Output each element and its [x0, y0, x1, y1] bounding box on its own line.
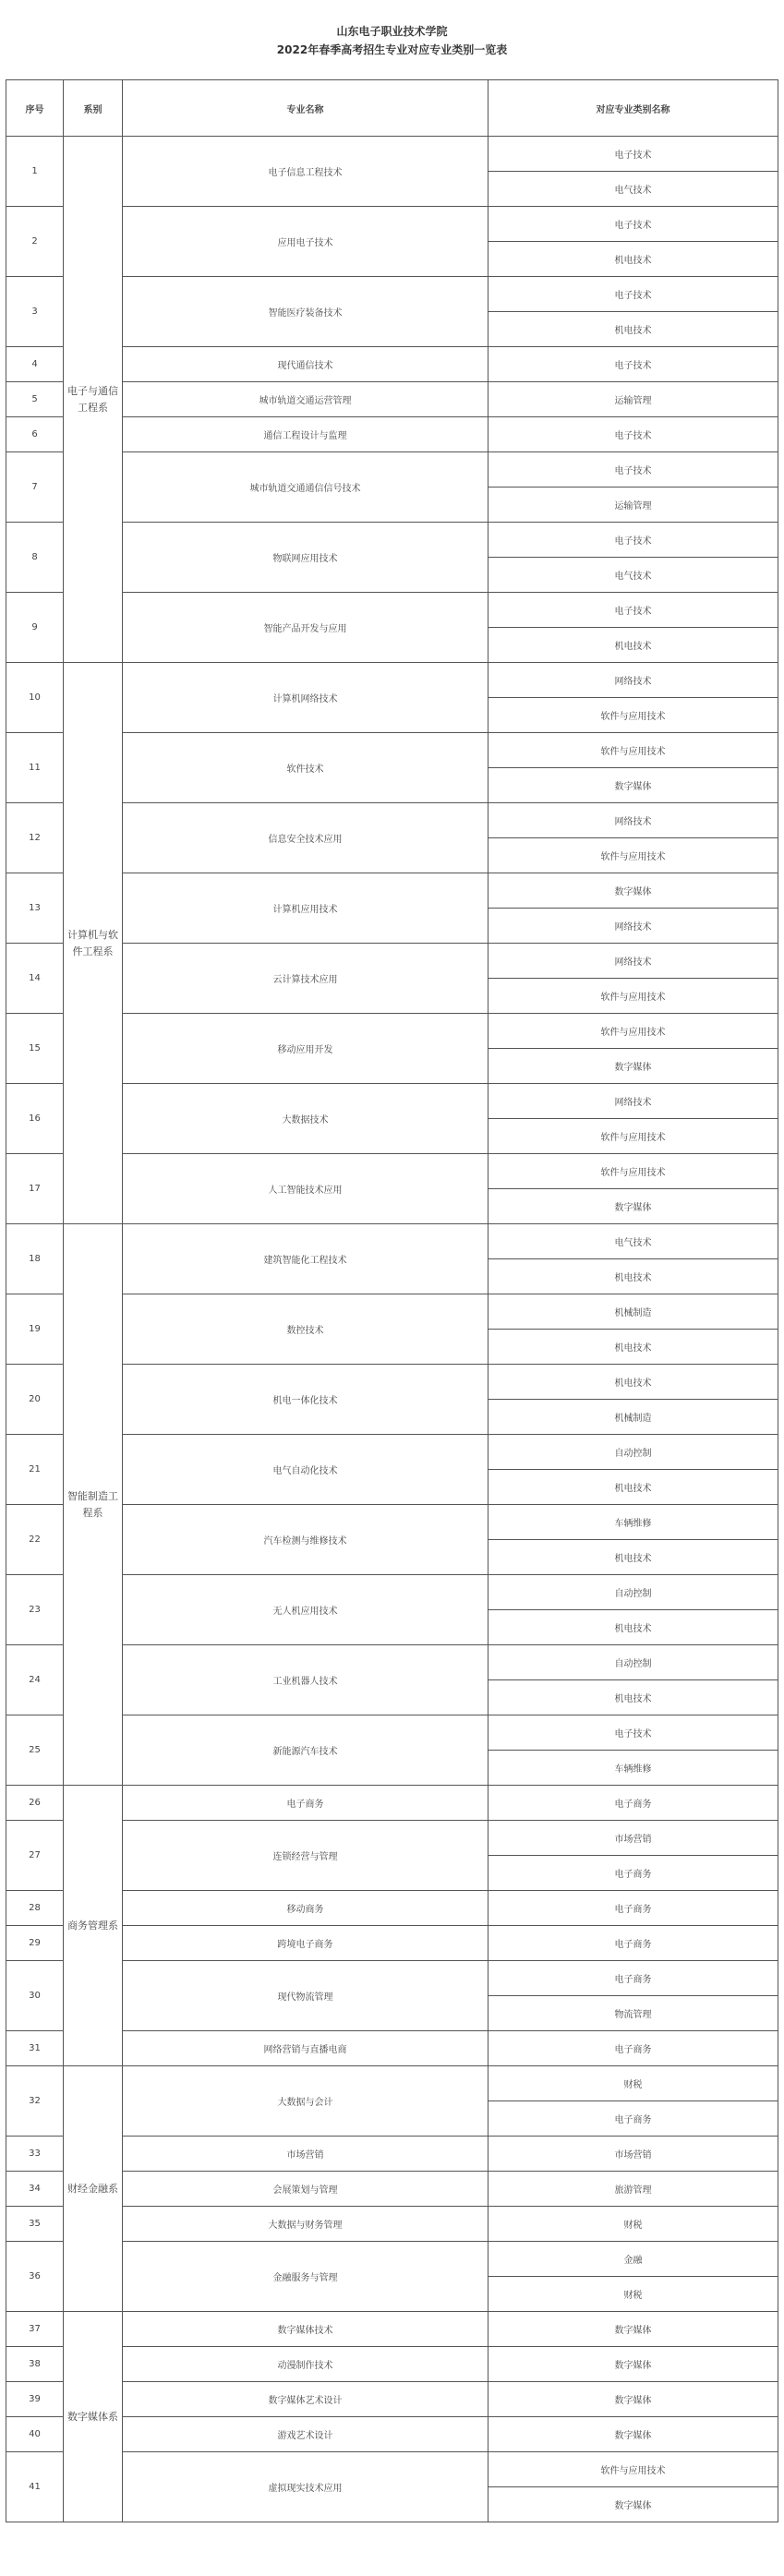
category-name: 数字媒体 — [488, 873, 778, 909]
row-number: 2 — [6, 207, 64, 277]
department-name-line: 数字媒体系 — [67, 2410, 118, 2423]
major-name: 大数据技术 — [123, 1084, 488, 1154]
category-name: 物流管理 — [488, 1996, 778, 2031]
department-name-line: 计算机与软 — [67, 928, 118, 941]
major-name: 应用电子技术 — [123, 207, 488, 277]
row-number: 5 — [6, 382, 64, 417]
major-name: 金融服务与管理 — [123, 2242, 488, 2312]
table-row — [6, 2207, 778, 2242]
major-name: 通信工程设计与监理 — [123, 417, 488, 452]
table-row — [6, 1715, 778, 1751]
header-category: 对应专业类别名称 — [488, 80, 778, 137]
department-name-line: 电子与通信 — [67, 384, 118, 397]
category-name: 电气技术 — [488, 172, 778, 207]
category-name: 软件与应用技术 — [488, 1119, 778, 1154]
row-number: 8 — [6, 523, 64, 593]
table-row — [6, 347, 778, 382]
major-name: 数字媒体技术 — [123, 2312, 488, 2347]
table-row — [6, 733, 778, 768]
table-row — [6, 1926, 778, 1961]
category-name: 数字媒体 — [488, 2312, 778, 2347]
major-name: 游戏艺术设计 — [123, 2417, 488, 2452]
category-name: 电气技术 — [488, 1224, 778, 1259]
row-number: 24 — [6, 1645, 64, 1715]
category-name: 网络技术 — [488, 803, 778, 838]
major-name: 建筑智能化工程技术 — [123, 1224, 488, 1294]
row-number: 34 — [6, 2172, 64, 2207]
department-cell — [64, 1786, 123, 2066]
row-number: 11 — [6, 733, 64, 803]
major-name: 动漫制作技术 — [123, 2347, 488, 2382]
table-row — [6, 452, 778, 488]
category-name: 机电技术 — [488, 1470, 778, 1505]
major-name: 现代物流管理 — [123, 1961, 488, 2031]
department-name-line: 商务管理系 — [67, 1919, 118, 1932]
major-name: 连锁经营与管理 — [123, 1821, 488, 1891]
table-row — [6, 663, 778, 698]
table-row — [6, 1645, 778, 1680]
table-row — [6, 1821, 778, 1856]
row-number: 3 — [6, 277, 64, 347]
major-name: 电子商务 — [123, 1786, 488, 1821]
major-name: 机电一体化技术 — [123, 1365, 488, 1435]
major-name: 数字媒体艺术设计 — [123, 2382, 488, 2417]
department-name-line: 财经金融系 — [67, 2182, 118, 2195]
category-name: 机电技术 — [488, 1330, 778, 1365]
major-name: 会展策划与管理 — [123, 2172, 488, 2207]
category-name: 电子技术 — [488, 347, 778, 382]
table-row — [6, 277, 778, 312]
table-row — [6, 1014, 778, 1049]
row-number: 38 — [6, 2347, 64, 2382]
category-name: 电子商务 — [488, 1786, 778, 1821]
category-name: 网络技术 — [488, 1084, 778, 1119]
row-number: 16 — [6, 1084, 64, 1154]
category-name: 数字媒体 — [488, 1189, 778, 1224]
row-number: 10 — [6, 663, 64, 733]
major-name: 软件技术 — [123, 733, 488, 803]
major-name: 电子信息工程技术 — [123, 137, 488, 207]
row-number: 31 — [6, 2031, 64, 2066]
major-name: 智能产品开发与应用 — [123, 593, 488, 663]
category-name: 电子商务 — [488, 1891, 778, 1926]
category-name: 软件与应用技术 — [488, 979, 778, 1014]
school-title: 山东电子职业技术学院 — [336, 25, 448, 38]
category-name: 机电技术 — [488, 1680, 778, 1715]
row-number: 27 — [6, 1821, 64, 1891]
table-row — [6, 944, 778, 979]
table-row — [6, 382, 778, 417]
category-name: 电子技术 — [488, 452, 778, 488]
row-number: 13 — [6, 873, 64, 944]
category-name: 车辆维修 — [488, 1505, 778, 1540]
row-number: 12 — [6, 803, 64, 873]
department-name-line: 件工程系 — [72, 945, 114, 957]
category-name: 机电技术 — [488, 628, 778, 663]
majors-table — [6, 79, 778, 2522]
category-name: 网络技术 — [488, 663, 778, 698]
department-name-line: 程系 — [82, 1506, 103, 1519]
major-name: 大数据与会计 — [123, 2066, 488, 2137]
category-name: 数字媒体 — [488, 1049, 778, 1084]
category-name: 机电技术 — [488, 1259, 778, 1294]
category-name: 市场营销 — [488, 1821, 778, 1856]
category-name: 数字媒体 — [488, 2347, 778, 2382]
category-name: 电子技术 — [488, 137, 778, 172]
table-row — [6, 523, 778, 558]
table-row — [6, 2137, 778, 2172]
category-name: 财税 — [488, 2277, 778, 2312]
major-name: 网络营销与直播电商 — [123, 2031, 488, 2066]
department-cell — [64, 2312, 123, 2522]
category-name: 软件与应用技术 — [488, 698, 778, 733]
table-row — [6, 2031, 778, 2066]
header-major: 专业名称 — [123, 80, 488, 137]
table-row — [6, 2382, 778, 2417]
table-row — [6, 2066, 778, 2101]
table-row — [6, 2452, 778, 2487]
category-name: 财税 — [488, 2066, 778, 2101]
table-row — [6, 2417, 778, 2452]
category-name: 机电技术 — [488, 312, 778, 347]
row-number: 18 — [6, 1224, 64, 1294]
category-name: 电子技术 — [488, 277, 778, 312]
category-name: 电子商务 — [488, 1926, 778, 1961]
table-row — [6, 2347, 778, 2382]
category-name: 软件与应用技术 — [488, 1014, 778, 1049]
category-name: 数字媒体 — [488, 768, 778, 803]
table-row — [6, 1961, 778, 1996]
header-department: 系别 — [64, 80, 123, 137]
major-name: 城市轨道交通运营管理 — [123, 382, 488, 417]
category-name: 电子商务 — [488, 2031, 778, 2066]
major-name: 现代通信技术 — [123, 347, 488, 382]
table-row — [6, 1435, 778, 1470]
category-name: 机械制造 — [488, 1400, 778, 1435]
category-name: 机电技术 — [488, 1365, 778, 1400]
department-cell — [64, 663, 123, 1224]
major-name: 汽车检测与维修技术 — [123, 1505, 488, 1575]
table-row — [6, 1294, 778, 1330]
row-number: 17 — [6, 1154, 64, 1224]
table-row — [6, 593, 778, 628]
row-number: 26 — [6, 1786, 64, 1821]
row-number: 41 — [6, 2452, 64, 2522]
major-name: 工业机器人技术 — [123, 1645, 488, 1715]
category-name: 网络技术 — [488, 909, 778, 944]
major-name: 虚拟现实技术应用 — [123, 2452, 488, 2522]
category-name: 市场营销 — [488, 2137, 778, 2172]
category-name: 自动控制 — [488, 1575, 778, 1610]
category-name: 软件与应用技术 — [488, 733, 778, 768]
table-row — [6, 803, 778, 838]
table-row — [6, 1786, 778, 1821]
major-name: 跨境电子商务 — [123, 1926, 488, 1961]
table-row — [6, 1575, 778, 1610]
row-number: 15 — [6, 1014, 64, 1084]
row-number: 1 — [6, 137, 64, 207]
table-row — [6, 1505, 778, 1540]
row-number: 30 — [6, 1961, 64, 2031]
category-name: 电子技术 — [488, 523, 778, 558]
department-cell — [64, 1224, 123, 1786]
department-name-line: 智能制造工 — [67, 1489, 118, 1502]
major-name: 数控技术 — [123, 1294, 488, 1365]
row-number: 9 — [6, 593, 64, 663]
row-number: 33 — [6, 2137, 64, 2172]
table-row — [6, 2312, 778, 2347]
category-name: 财税 — [488, 2207, 778, 2242]
major-name: 移动商务 — [123, 1891, 488, 1926]
table-row — [6, 2172, 778, 2207]
row-number: 21 — [6, 1435, 64, 1505]
table-row — [6, 1365, 778, 1400]
category-name: 自动控制 — [488, 1435, 778, 1470]
row-number: 39 — [6, 2382, 64, 2417]
row-number: 25 — [6, 1715, 64, 1786]
category-name: 机电技术 — [488, 242, 778, 277]
table-row — [6, 873, 778, 909]
department-cell — [64, 137, 123, 663]
table-row — [6, 1891, 778, 1926]
category-name: 软件与应用技术 — [488, 838, 778, 873]
category-name: 自动控制 — [488, 1645, 778, 1680]
major-name: 计算机应用技术 — [123, 873, 488, 944]
row-number: 14 — [6, 944, 64, 1014]
row-number: 35 — [6, 2207, 64, 2242]
major-name: 计算机网络技术 — [123, 663, 488, 733]
category-name: 数字媒体 — [488, 2417, 778, 2452]
category-name: 电子技术 — [488, 207, 778, 242]
department-name-line: 工程系 — [78, 401, 108, 414]
table-row — [6, 417, 778, 452]
row-number: 19 — [6, 1294, 64, 1365]
row-number: 40 — [6, 2417, 64, 2452]
category-name: 机械制造 — [488, 1294, 778, 1330]
category-name: 车辆维修 — [488, 1751, 778, 1786]
row-number: 28 — [6, 1891, 64, 1926]
row-number: 6 — [6, 417, 64, 452]
category-name: 电子技术 — [488, 417, 778, 452]
table-row — [6, 1224, 778, 1259]
category-name: 数字媒体 — [488, 2382, 778, 2417]
category-name: 金融 — [488, 2242, 778, 2277]
major-name: 移动应用开发 — [123, 1014, 488, 1084]
row-number: 37 — [6, 2312, 64, 2347]
row-number: 4 — [6, 347, 64, 382]
category-name: 电子技术 — [488, 593, 778, 628]
table-row — [6, 2242, 778, 2277]
row-number: 29 — [6, 1926, 64, 1961]
category-name: 电子技术 — [488, 1715, 778, 1751]
category-name: 软件与应用技术 — [488, 1154, 778, 1189]
table-header-row — [6, 80, 778, 137]
major-name: 新能源汽车技术 — [123, 1715, 488, 1786]
header-no: 序号 — [6, 80, 64, 137]
department-cell — [64, 2066, 123, 2312]
table-body — [6, 137, 778, 2522]
category-name: 机电技术 — [488, 1540, 778, 1575]
row-number: 36 — [6, 2242, 64, 2312]
category-name: 运输管理 — [488, 382, 778, 417]
category-name: 电子商务 — [488, 2101, 778, 2137]
category-name: 数字媒体 — [488, 2487, 778, 2522]
category-name: 电子商务 — [488, 1961, 778, 1996]
row-number: 20 — [6, 1365, 64, 1435]
table-title: 2022年春季高考招生专业对应专业类别一览表 — [276, 43, 508, 56]
table-row — [6, 207, 778, 242]
major-name: 市场营销 — [123, 2137, 488, 2172]
major-name: 无人机应用技术 — [123, 1575, 488, 1645]
row-number: 32 — [6, 2066, 64, 2137]
row-number: 23 — [6, 1575, 64, 1645]
category-name: 电气技术 — [488, 558, 778, 593]
row-number: 7 — [6, 452, 64, 523]
major-name: 智能医疗装备技术 — [123, 277, 488, 347]
major-name: 大数据与财务管理 — [123, 2207, 488, 2242]
major-name: 城市轨道交通通信信号技术 — [123, 452, 488, 523]
table-row — [6, 1154, 778, 1189]
table-row — [6, 1084, 778, 1119]
major-name: 电气自动化技术 — [123, 1435, 488, 1505]
major-name: 人工智能技术应用 — [123, 1154, 488, 1224]
category-name: 软件与应用技术 — [488, 2452, 778, 2487]
category-name: 机电技术 — [488, 1610, 778, 1645]
major-name: 云计算技术应用 — [123, 944, 488, 1014]
major-name: 物联网应用技术 — [123, 523, 488, 593]
category-name: 运输管理 — [488, 488, 778, 523]
category-name: 电子商务 — [488, 1856, 778, 1891]
table-row — [6, 137, 778, 172]
major-name: 信息安全技术应用 — [123, 803, 488, 873]
row-number: 22 — [6, 1505, 64, 1575]
category-name: 旅游管理 — [488, 2172, 778, 2207]
category-name: 网络技术 — [488, 944, 778, 979]
